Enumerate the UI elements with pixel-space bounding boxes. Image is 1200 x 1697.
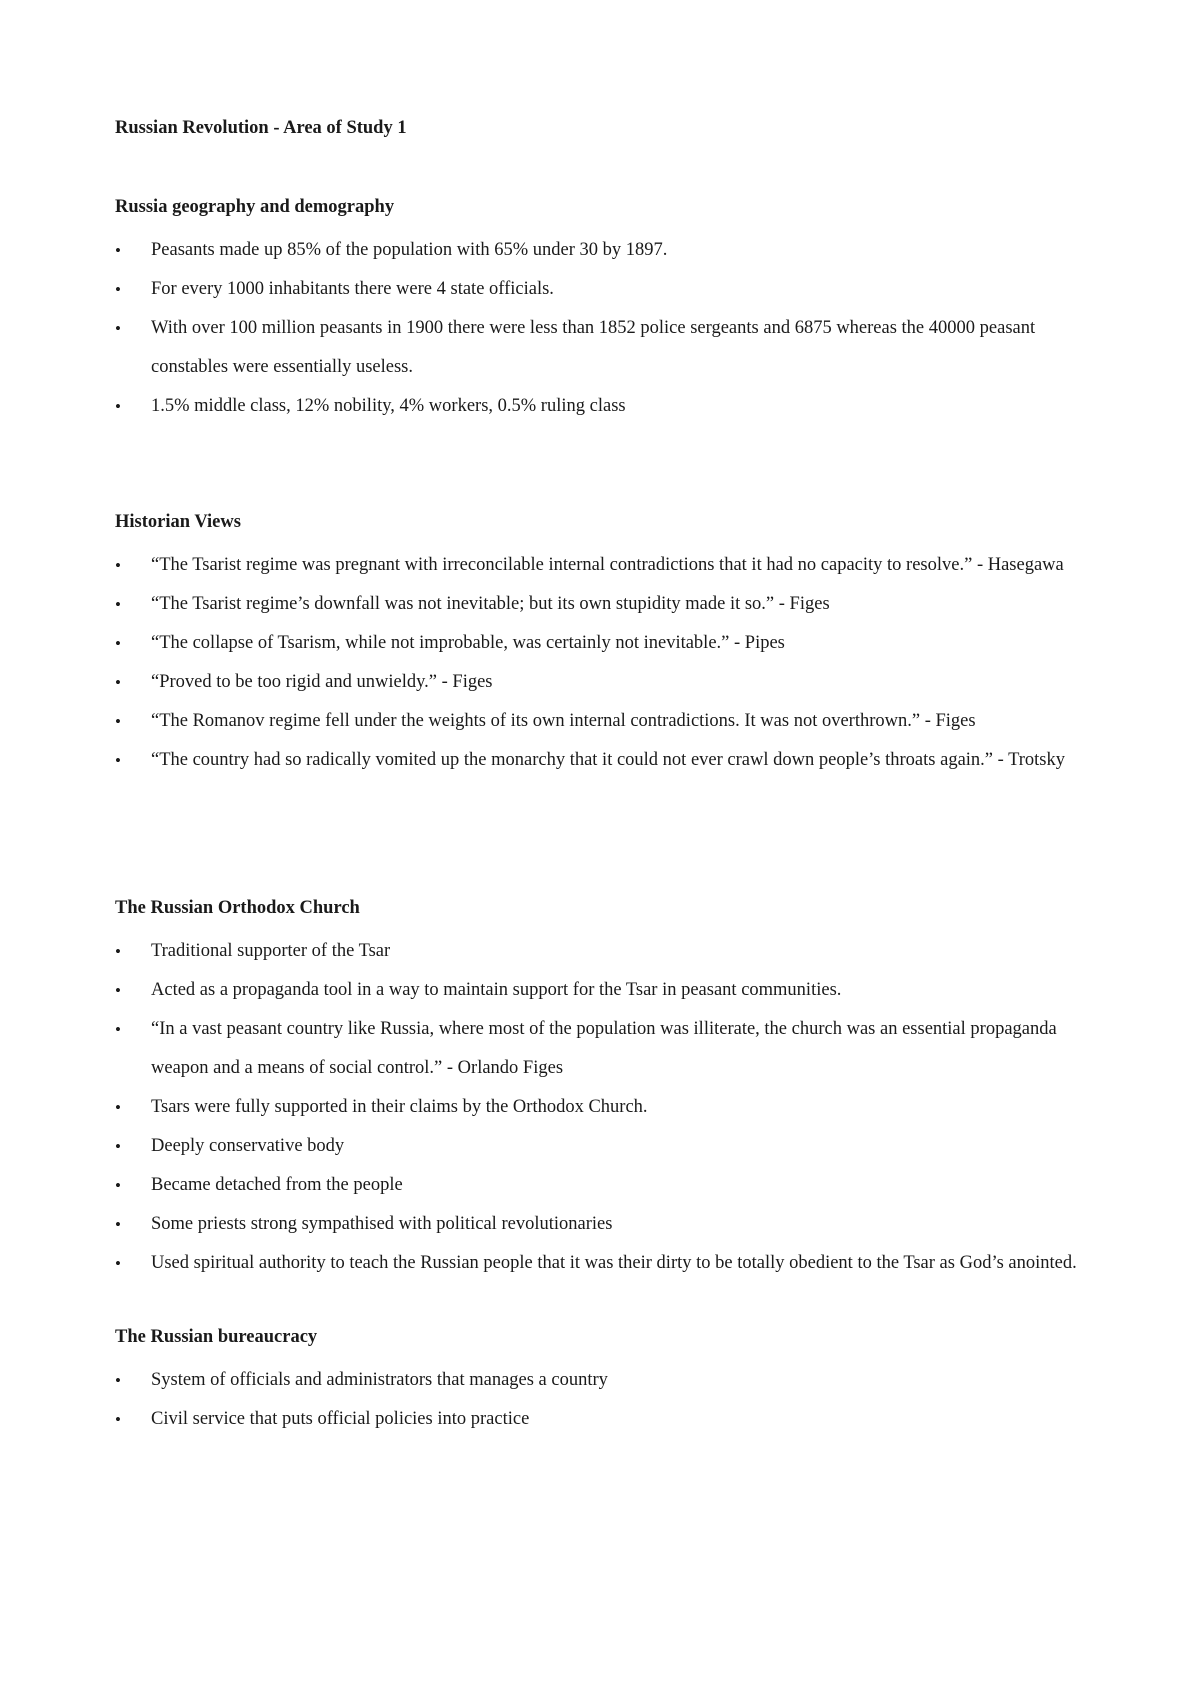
section-russian-bureaucracy <box>115 1323 1090 1439</box>
list-item-text: “The Tsarist regime was pregnant with irreconcilable internal contradictions that it had no capacity to resolve.” - Hasegawa <box>151 555 1064 575</box>
list-item-text: Some priests strong sympathised with political revolutionaries <box>151 1214 613 1234</box>
list-item <box>115 1205 1090 1244</box>
list-item <box>115 1088 1090 1127</box>
section-heading: Historian Views <box>115 512 241 532</box>
bullet-icon: • <box>115 1176 121 1195</box>
list-item-text: With over 100 million peasants in 1900 there were less than 1852 police sergeants and 6875 whereas the 40000 peasant constables were essentially useless. <box>151 318 1036 377</box>
bullet-icon: • <box>115 1410 121 1429</box>
bullet-icon: • <box>115 595 121 614</box>
section-heading: The Russian Orthodox Church <box>115 898 360 918</box>
list-item <box>115 702 1090 741</box>
section-geography-demography <box>115 193 1090 426</box>
section-heading: The Russian bureaucracy <box>115 1327 318 1347</box>
bullet-list <box>115 932 1090 1283</box>
bullet-icon: • <box>115 712 121 731</box>
list-item-text: System of officials and administrators that manages a country <box>151 1370 608 1390</box>
bullet-icon: • <box>115 1020 121 1039</box>
list-item <box>115 546 1090 585</box>
list-item-text: “The Romanov regime fell under the weights of its own internal contradictions. It was not overthrown.” - Figes <box>151 711 976 731</box>
bullet-icon: • <box>115 241 121 260</box>
list-item <box>115 1244 1090 1283</box>
list-item <box>115 387 1090 426</box>
bullet-icon: • <box>115 751 121 770</box>
list-item-text: “In a vast peasant country like Russia, where most of the population was illiterate, the church was an essential propaganda weapon and a means of social control.” - Orlando Figes <box>151 1019 1057 1078</box>
list-item-text: Peasants made up 85% of the population with 65% under 30 by 1897. <box>151 240 668 260</box>
bullet-icon: • <box>115 280 121 299</box>
list-item <box>115 1127 1090 1166</box>
bullet-icon: • <box>115 1137 121 1156</box>
bullet-icon: • <box>115 942 121 961</box>
list-item <box>115 741 1090 780</box>
bullet-icon: • <box>115 981 121 1000</box>
list-item-text: Became detached from the people <box>151 1175 403 1195</box>
list-item <box>115 663 1090 702</box>
list-item-text: Tsars were fully supported in their claims by the Orthodox Church. <box>151 1097 648 1117</box>
bullet-icon: • <box>115 634 121 653</box>
list-item-text: “The Tsarist regime’s downfall was not inevitable; but its own stupidity made it so.” - Figes <box>151 594 830 614</box>
section-orthodox-church <box>115 894 1090 1283</box>
list-item-text: 1.5% middle class, 12% nobility, 4% workers, 0.5% ruling class <box>151 396 626 416</box>
list-item-text: Traditional supporter of the Tsar <box>151 941 391 961</box>
list-item-text: “The country had so radically vomited up the monarchy that it could not ever crawl down people’s throats again.” - Trotsky <box>151 750 1065 770</box>
list-item <box>115 1400 1090 1439</box>
section-heading: Russia geography and demography <box>115 197 395 217</box>
list-item-text: “Proved to be too rigid and unwieldy.” - Figes <box>151 672 493 692</box>
list-item <box>115 270 1090 309</box>
list-item <box>115 1361 1090 1400</box>
list-item <box>115 231 1090 270</box>
bullet-icon: • <box>115 673 121 692</box>
bullet-icon: • <box>115 1215 121 1234</box>
list-item-text: Used spiritual authority to teach the Russian people that it was their dirty to be totally obedient to the Tsar as God’s anointed. <box>151 1253 1077 1273</box>
bullet-icon: • <box>115 397 121 416</box>
bullet-list <box>115 1361 1090 1439</box>
bullet-icon: • <box>115 1254 121 1273</box>
list-item <box>115 1010 1090 1088</box>
bullet-list <box>115 546 1090 780</box>
list-item <box>115 624 1090 663</box>
list-item-text: Civil service that puts official policies into practice <box>151 1409 530 1429</box>
list-item-text: For every 1000 inhabitants there were 4 state officials. <box>151 279 554 299</box>
list-item <box>115 1166 1090 1205</box>
list-item <box>115 309 1090 387</box>
bullet-icon: • <box>115 1098 121 1117</box>
list-item-text: “The collapse of Tsarism, while not improbable, was certainly not inevitable.” - Pipes <box>151 633 785 653</box>
bullet-icon: • <box>115 1371 121 1390</box>
list-item <box>115 585 1090 624</box>
section-historian-views <box>115 508 1090 780</box>
bullet-icon: • <box>115 556 121 575</box>
document-title: Russian Revolution - Area of Study 1 <box>115 118 407 138</box>
list-item <box>115 971 1090 1010</box>
list-item-text: Acted as a propaganda tool in a way to maintain support for the Tsar in peasant communities. <box>151 980 842 1000</box>
bullet-icon: • <box>115 319 121 338</box>
list-item-text: Deeply conservative body <box>151 1136 345 1156</box>
list-item <box>115 932 1090 971</box>
bullet-list <box>115 231 1090 426</box>
